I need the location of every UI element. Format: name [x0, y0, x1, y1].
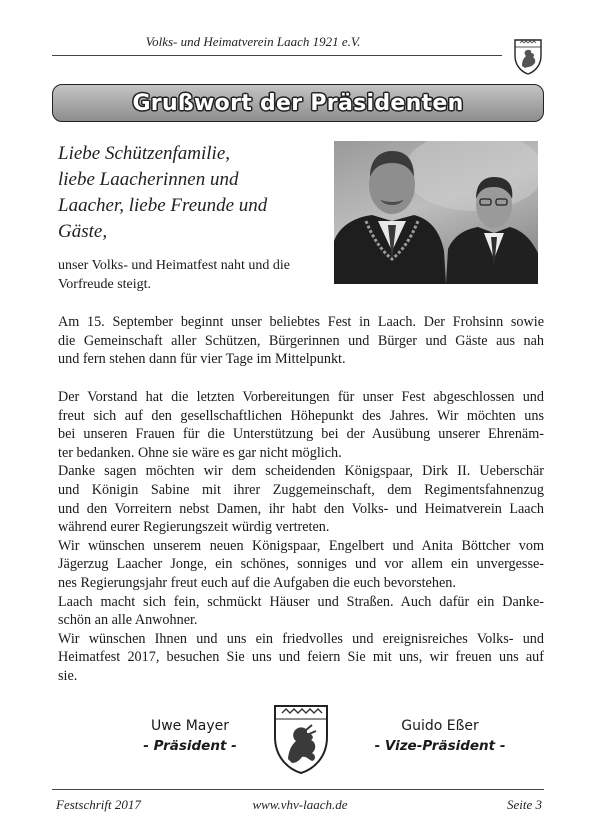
text-line: Heimatfest 2017, besuchen Sie uns und feiern Sie mit uns, wir freuen uns auf — [58, 649, 544, 666]
coat-of-arms-icon — [512, 38, 544, 76]
text-line: Jägerzug Laacher Jonge, ein schönes, sonniges und vor allem ein unvergesse- — [58, 556, 544, 573]
text-line: Am 15. September beginnt unser beliebtes Fest in Laach. Der Frohsinn sowie — [58, 314, 544, 330]
footer-website: www.vhv-laach.de — [252, 797, 348, 812]
presidents-photo — [334, 141, 538, 284]
text-line: und fern stehen dann für vier Tage im Mittelpunkt. — [58, 351, 346, 368]
page-title: Grußwort der Präsidenten — [132, 90, 464, 116]
text-line: Laach macht sich fein, schmückt Häuser und Straßen. Auch dafür ein Danke- — [58, 593, 544, 610]
text-line: Wir wünschen unserem neuen Königspaar, Engelbert und Anita Böttcher vom — [58, 537, 544, 554]
greeting-line: Laacher, liebe Freunde und — [58, 195, 268, 216]
text-line: während eurer Regierungszeit würdig vertreten. — [58, 519, 330, 536]
text-line: Der Vorstand hat die letzten Vorbereitungen für unser Fest abgeschlossen und — [58, 389, 544, 405]
signature-name: Uwe Mayer — [150, 718, 230, 734]
text-line: die Gemeinschaft aller Schützen, Bürgerinnen und Bürger und Gäste aus nah — [58, 332, 544, 349]
header-divider — [52, 55, 502, 56]
greeting — [58, 141, 328, 245]
text-line: freut sich auf den gesellschaftlichen Höhepunkt des Jahres. Wir möchten uns — [58, 407, 544, 424]
coat-of-arms-icon — [272, 703, 330, 775]
text-line: und den Vorreitern nebst Damen, ihr habt den Volks- und Heimatverein Laach — [58, 500, 544, 517]
paragraph-main — [58, 388, 544, 686]
text-line: schön an alle Anwohner. — [58, 612, 198, 629]
greeting-line: Gäste, — [58, 221, 108, 242]
greeting-line: Liebe Schützenfamilie, — [58, 143, 231, 164]
signature-president — [110, 716, 270, 756]
text-line: und Königin Sabine mit ihrer Zuggemeinschaft, dem Regimentsfahnenzug — [58, 481, 544, 498]
text-line: nes Regierungsjahr freut euch auf die Aufgaben die euch bevorstehen. — [58, 574, 456, 591]
paragraph-festival — [58, 313, 544, 369]
text-line: sie. — [58, 667, 78, 684]
signature-vice-president — [360, 716, 520, 756]
text-line: Wir wünschen Ihnen und uns ein friedvolles und ereignisreiches Volks- und — [58, 630, 544, 647]
text-line: ter bedanken. Ohne sie wäre es gar nicht möglich. — [58, 444, 342, 461]
signature-name: Guido Eßer — [401, 718, 479, 734]
signature-role: - Vize-Präsident - — [374, 738, 506, 754]
footer-publication: Festschrift 2017 — [56, 797, 141, 812]
signature-role: - Präsident - — [143, 738, 237, 754]
header-title: Volks- und Heimatverein Laach 1921 e.V. — [145, 34, 361, 49]
text-line: Danke sagen möchten wir dem scheidenden Königspaar, Dirk II. Ueberschär — [58, 463, 544, 480]
footer-divider — [52, 789, 544, 790]
footer-page-number: Seite 3 — [506, 797, 542, 812]
text-line: bei unseren Frauen für die Unterstützung bei der Ausübung unserer Ehrenäm- — [58, 426, 544, 443]
title-banner — [52, 84, 544, 122]
greeting-line: liebe Laacherinnen und — [58, 169, 239, 190]
intro-text: unser Volks- und Heimatfest naht und die Vorfreude steigt. — [58, 258, 291, 292]
